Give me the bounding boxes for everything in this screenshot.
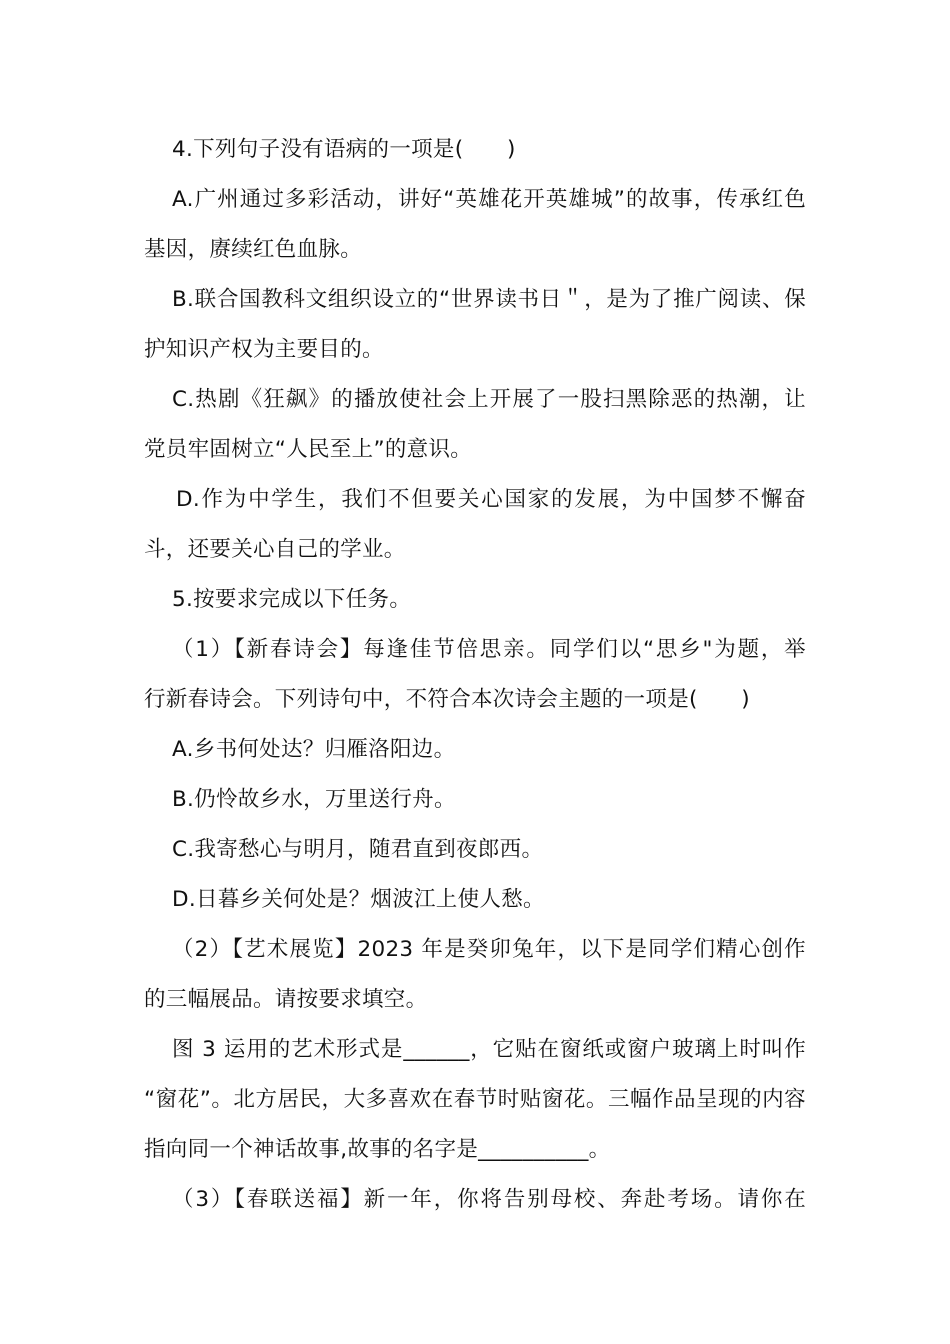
part-2-line-2: 的三幅展品。请按要求填空。 bbox=[144, 987, 428, 1012]
poem-option-b: B.仍怜故乡水，万里送行舟。 bbox=[172, 787, 456, 812]
question-4-stem: 4.下列句子没有语病的一项是( ) bbox=[172, 137, 516, 162]
option-b-line-2: 护知识产权为主要目的。 bbox=[144, 337, 384, 362]
part-2-line-1: （2）【艺术展览】2023 年是癸卯兔年，以下是同学们精心创作 bbox=[172, 937, 806, 962]
poem-option-c: C.我寄愁心与明月，随君直到夜郎西。 bbox=[172, 837, 544, 862]
option-d-line-1: D.作为中学生，我们不但要关心国家的发展，为中国梦不懈奋 bbox=[176, 487, 806, 512]
poem-option-a: A.乡书何处达？归雁洛阳边。 bbox=[172, 737, 456, 762]
part-3-line-1: （3）【春联送福】新一年，你将告别母校、奔赴考场。请你在 bbox=[172, 1187, 806, 1212]
option-a-line-2: 基因，赓续红色血脉。 bbox=[144, 237, 363, 262]
part-1-line-1: （1）【新春诗会】每逢佳节倍思亲。同学们以“思乡"为题，举 bbox=[172, 637, 806, 662]
poem-option-d: D.日暮乡关何处是？烟波江上使人愁。 bbox=[172, 887, 545, 912]
option-c-line-1: C.热剧《狂飙》的播放使社会上开展了一股扫黑除恶的热潮，让 bbox=[172, 387, 806, 412]
fill-blank-line-3: 指向同一个神话故事,故事的名字是__________。 bbox=[144, 1137, 611, 1162]
option-c-line-2: 党员牢固树立“人民至上”的意识。 bbox=[144, 437, 473, 462]
option-a-line-1: A.广州通过多彩活动，讲好“英雄花开英雄城”的故事，传承红色 bbox=[172, 187, 806, 212]
option-d-line-2: 斗，还要关心自己的学业。 bbox=[144, 537, 406, 562]
fill-blank-line-2: “窗花”。北方居民，大多喜欢在春节时贴窗花。三幅作品呈现的内容 bbox=[144, 1087, 806, 1112]
option-b-line-1: B.联合国教科文组织设立的“世界读书日＂，是为了推广阅读、保 bbox=[172, 287, 806, 312]
part-1-line-2: 行新春诗会。下列诗句中，不符合本次诗会主题的一项是( ) bbox=[144, 687, 750, 712]
fill-blank-line-1: 图 3 运用的艺术形式是______，它贴在窗纸或窗户玻璃上时叫作 bbox=[172, 1037, 806, 1062]
question-5-stem: 5.按要求完成以下任务。 bbox=[172, 587, 412, 612]
